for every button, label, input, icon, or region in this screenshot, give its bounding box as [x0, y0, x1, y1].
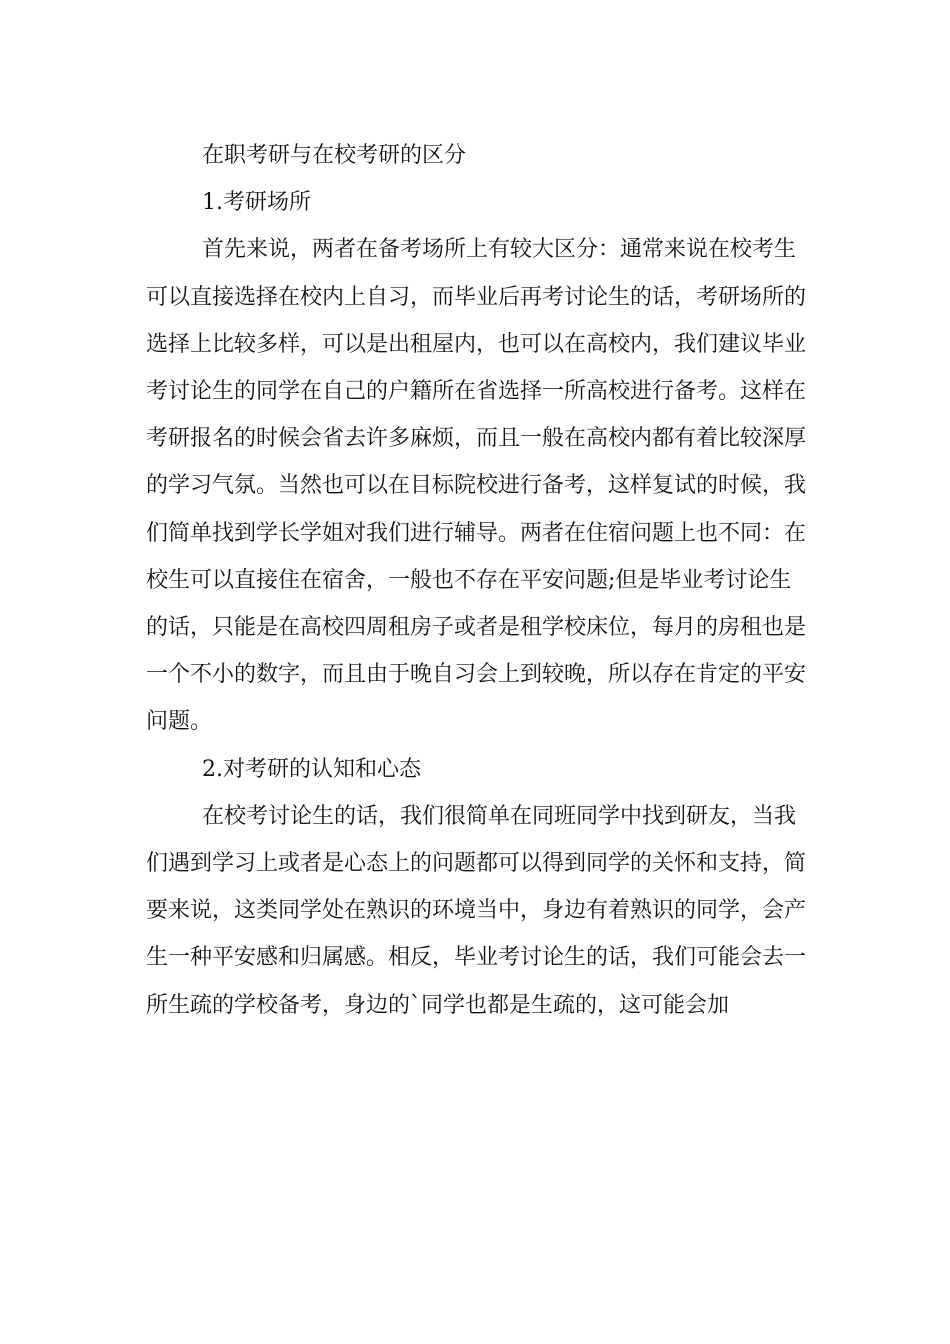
section-heading-mindset: 2.对考研的认知和心态: [202, 756, 421, 782]
document-title: 在职考研与在校考研的区分: [202, 143, 467, 168]
section-paragraph-mindset: 在校考讨论生的话，我们很简单在同班同学中找到研友，当我们遇到学习上或者是心态上的问题都可以得到同学的关怀和支持，简要来说，这类同学处在熟识的环境当中，身边有着熟识的同学，会产生一种平安感和归属感。相反，毕业考讨论生的话，我们可能会去一所生疏的学校备考，身边的`同学也都是生疏的，这可能会加: [146, 803, 807, 1018]
document-body: [146, 132, 806, 1029]
section-heading-venue: 1.考研场所: [202, 190, 311, 216]
section-paragraph-venue: 首先来说，两者在备考场所上有较大区分：通常来说在校考生可以直接选择在校内上自习，而毕业后再考讨论生的话，考研场所的选择上比较多样，可以是出租屋内，也可以在高校内，我们建议毕业考讨论生的同学在自己的户籍所在省选择一所高校进行备考。这样在考研报名的时候会省去许多麻烦，而且一般在高校内都有着比较深厚的学习气氛。当然也可以在目标院校进行备考，这样复试的时候，我们简单找到学长学姐对我们进行辅导。两者在住宿问题上也不同：在校生可以直接住在宿舍，一般也不存在平安问题;但是毕业考讨论生的话，只能是在高校四周租房子或者是租学校床位，每月的房租也是一个不小的数字，而且由于晚自习会上到较晚，所以存在肯定的平安问题。: [146, 237, 807, 735]
